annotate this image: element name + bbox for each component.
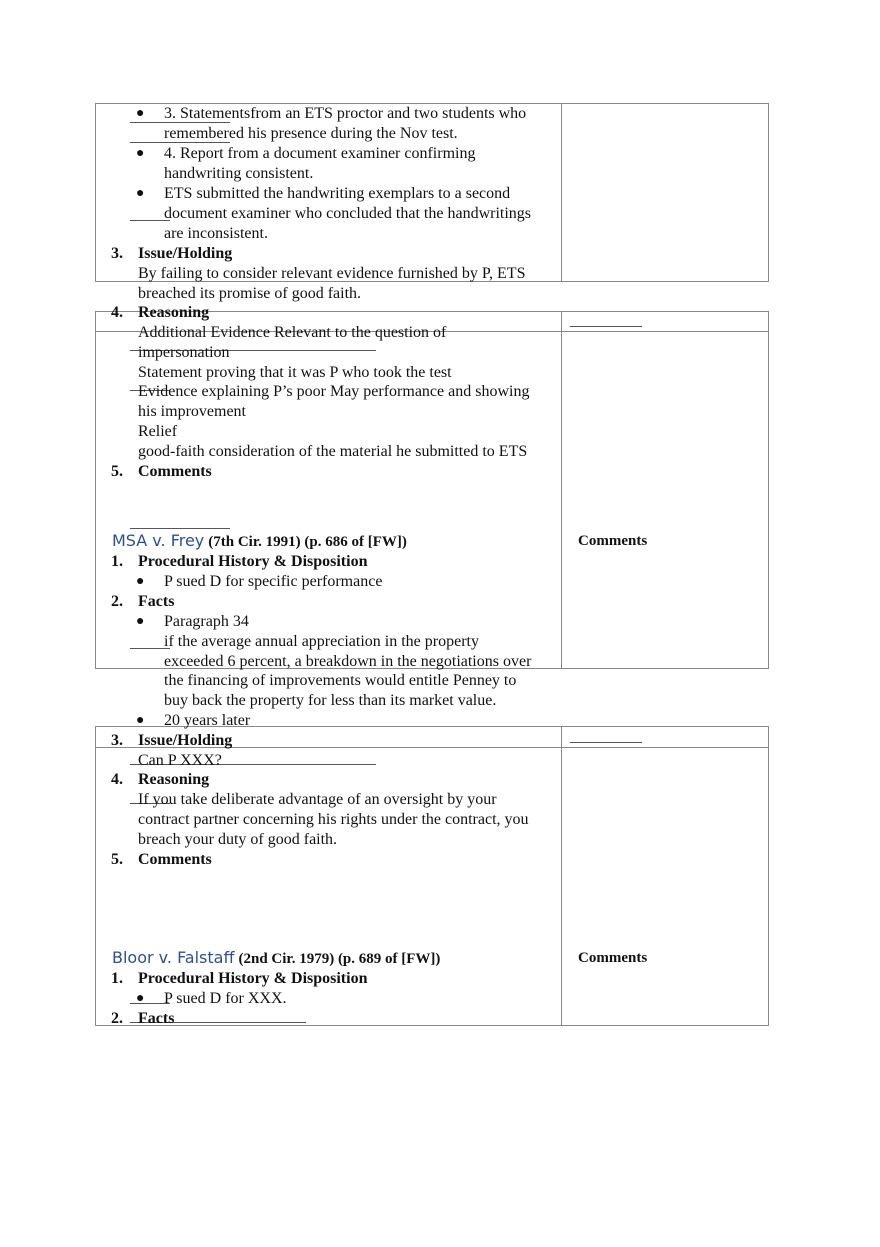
list-number: 5.	[111, 851, 123, 868]
procedural-history-heading: Procedural History & Disposition	[138, 970, 368, 987]
facts-bullet: Paragraph 34	[164, 613, 249, 630]
case-name: Bloor v. Falstaff	[112, 948, 235, 967]
issue-holding-heading: Issue/Holding	[138, 245, 233, 262]
bullet-icon: ●	[136, 106, 145, 121]
reasoning-heading: Reasoning	[138, 304, 210, 321]
case-name: MSA v. Frey	[112, 531, 205, 550]
evidence-item-3-cont: remembered his presence during the Nov test.	[164, 125, 458, 142]
column-divider	[561, 311, 562, 669]
list-number: 3.	[111, 245, 123, 262]
list-number: 2.	[111, 593, 123, 610]
comments-heading: Comments	[138, 851, 212, 868]
procedural-history-text: P sued D for XXX.	[164, 990, 287, 1007]
case-title	[112, 948, 440, 969]
reasoning-heading: Reasoning	[138, 771, 210, 788]
facts-bullet: 20 years later	[164, 712, 251, 729]
comments-column-label: Comments	[578, 533, 648, 549]
issue-holding-heading: Issue/Holding	[138, 732, 233, 749]
evidence-item-4: 4. Report from a document examiner confirming	[164, 145, 476, 162]
evidence-item-5-cont: are inconsistent.	[164, 225, 268, 242]
reasoning-text: Statement proving that it was P who took the test	[138, 364, 452, 381]
bullet-icon: ●	[136, 991, 145, 1006]
bullet-icon: ●	[136, 614, 145, 629]
bullet-icon: ●	[136, 713, 145, 728]
facts-text: if the average annual appreciation in the property	[164, 633, 479, 650]
reasoning-text: contract partner concerning his rights under the contract, you	[138, 811, 529, 828]
evidence-item-4-cont: handwriting consistent.	[164, 165, 314, 182]
comments-column-label: Comments	[578, 950, 648, 966]
list-number: 2.	[111, 1010, 123, 1027]
reasoning-text: If you take deliberate advantage of an oversight by your	[138, 791, 497, 808]
reasoning-text: impersonation	[138, 344, 230, 361]
reasoning-text: Relief	[138, 423, 178, 440]
facts-heading: Facts	[138, 1010, 175, 1027]
reasoning-text: Additional Evidence Relevant to the question of	[138, 324, 447, 341]
case-title	[112, 531, 407, 552]
list-number: 1.	[111, 553, 123, 570]
underline-stroke	[570, 326, 642, 327]
issue-holding-text: breached its promise of good faith.	[138, 285, 362, 302]
column-divider	[561, 726, 562, 1026]
list-number: 5.	[111, 463, 123, 480]
procedural-history-heading: Procedural History & Disposition	[138, 553, 368, 570]
underline-stroke	[130, 528, 230, 529]
column-divider	[561, 103, 562, 282]
reasoning-text: good-faith consideration of the material he submitted to ETS	[138, 443, 528, 460]
evidence-item-3: 3. Statementsfrom an ETS proctor and two students who	[164, 105, 527, 122]
facts-text: buy back the property for less than its market value.	[164, 692, 497, 709]
case-citation: (2nd Cir. 1979) (p. 689 of [FW])	[238, 951, 441, 967]
bullet-icon: ●	[136, 186, 145, 201]
evidence-item-5: ETS submitted the handwriting exemplars to a second	[164, 185, 511, 202]
bullet-icon: ●	[136, 146, 145, 161]
facts-text: the financing of improvements would entitle Penney to	[164, 672, 517, 689]
facts-text: exceeded 6 percent, a breakdown in the negotiations over	[164, 653, 532, 670]
procedural-history-text: P sued D for specific performance	[164, 573, 383, 590]
list-number: 1.	[111, 970, 123, 987]
comments-heading: Comments	[138, 463, 212, 480]
evidence-item-5-cont: document examiner who concluded that the handwritings	[164, 205, 532, 222]
bullet-icon: ●	[136, 574, 145, 589]
reasoning-text: his improvement	[138, 403, 246, 420]
list-number: 4.	[111, 771, 123, 788]
facts-heading: Facts	[138, 593, 175, 610]
issue-holding-text: Can P XXX?	[138, 752, 222, 769]
case-citation: (7th Cir. 1991) (p. 686 of [FW])	[208, 534, 407, 550]
underline-stroke	[570, 742, 642, 743]
list-number: 4.	[111, 304, 123, 321]
reasoning-text: breach your duty of good faith.	[138, 831, 338, 848]
issue-holding-text: By failing to consider relevant evidence furnished by P, ETS	[138, 265, 526, 282]
reasoning-text: Evidence explaining P’s poor May performance and showing	[138, 383, 530, 400]
list-number: 3.	[111, 732, 123, 749]
